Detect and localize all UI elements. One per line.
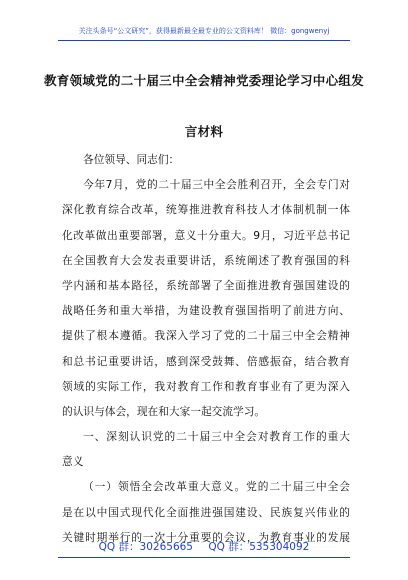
footer-qq-group-1: QQ 群：30265665: [98, 541, 193, 553]
salutation: 各位领导、同志们：: [83, 153, 180, 166]
section-heading-1: 一、深刻认识党的二十届三中全会对教育工作的重大: [83, 430, 350, 444]
body-line: 的认识与体会，现在和大家一起交流学习。: [62, 404, 266, 418]
subsection-heading: （一）领悟全会改革重大意义。党的二十届三中全会: [83, 480, 350, 494]
footer-qq-group-2: QQ 群：535304092: [208, 541, 310, 553]
document-title-line-1: 教育领域党的二十届三中全会精神党委理论学习中心组发: [43, 73, 364, 88]
header-divider: [58, 40, 350, 41]
body-line: 在全国教育大会发表重要讲话，系统阐述了教育强国的科: [62, 253, 350, 267]
document-title-line-2: 言材料: [184, 124, 224, 139]
body-line: 关键时期举行的一次十分重要的会议，为教育事业的发展: [62, 530, 350, 544]
header-promo-text: 关注头条号“公文研究”，获得最新最全最专业的公文资料库！ 微信：gongwenyj: [78, 27, 330, 35]
body-line: 战略任务和重大举措，为建设教育强国指明了前进方向、: [62, 304, 350, 318]
section-heading-1-cont: 意义: [62, 455, 84, 469]
body-line: 提供了根本遵循。我深入学习了党的二十届三中全会精神: [62, 329, 350, 343]
body-line: 是在以中国式现代化全面推进强国建设、民族复兴伟业的: [62, 505, 350, 519]
footer-qq-groups: [0, 539, 408, 554]
body-line: 学内涵和基本路径，系统部署了全面推进教育强国建设的: [62, 278, 350, 292]
body-line: 和总书记重要讲话，感到深受鼓舞、倍感振奋，结合教育: [62, 354, 350, 368]
footer-divider: [58, 557, 350, 558]
body-line: 领域的实际工作，我对教育工作和教育事业有了更为深入: [62, 379, 350, 393]
document-body: [62, 147, 350, 550]
body-line: 深化教育综合改革，统筹推进教育科技人才体制机制一体: [62, 203, 350, 217]
body-line: 今年7月，党的二十届三中全会胜利召开，全会专门对: [83, 178, 350, 192]
body-line: 化改革做出重要部署，意义十分重大。9月，习近平总书记: [62, 228, 350, 242]
